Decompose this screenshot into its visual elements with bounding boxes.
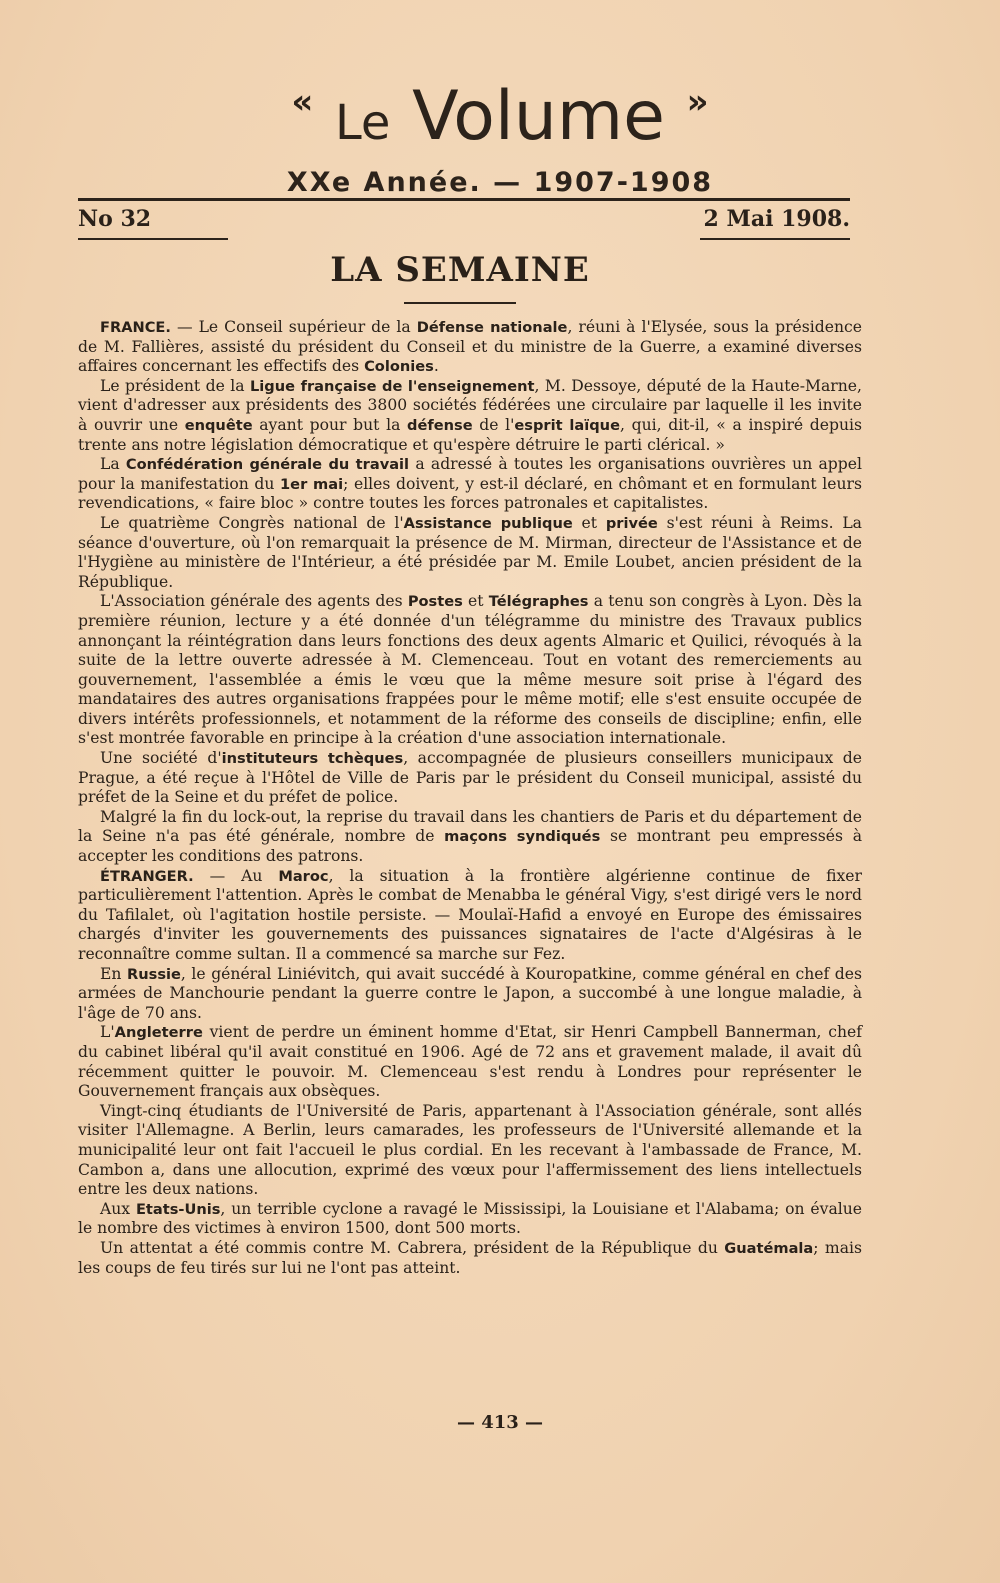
- article-paragraph: [78, 377, 862, 455]
- paragraph-text: , la situation à la frontière algérienne continue de fixer particulièrement l'attention. Après le combat de Menabba le général Vigy, s'est dirigé vers le nord du Tafilalet, où l'agitation hostile persiste. — Moulaï-Hafid a envoyé en Europe des émissaires chargés d'inviter les gouvernements des puissances signataires de l'acte d'Algésiras à le reconnaître comme sultan. Il a commencé sa marche sur Fez.: [78, 866, 862, 963]
- highlighted-term: Etats-Unis: [135, 1200, 221, 1218]
- paragraph-text: En: [100, 964, 127, 983]
- highlighted-term: privée: [605, 514, 658, 532]
- highlighted-term: Télégraphes: [488, 593, 589, 611]
- highlighted-term: maçons syndiqués: [444, 828, 601, 846]
- title-word: Volume: [412, 77, 665, 156]
- paragraph-text: et: [572, 513, 606, 532]
- article-paragraph: [78, 749, 862, 808]
- paragraph-text: , M. Dessoye, député de la Haute-Marne, vient d'adresser aux présidents des 3800 sociétés fédérées une circulaire par laquelle il les invite à ouvrir une: [78, 376, 862, 434]
- highlighted-term: enquête: [184, 416, 253, 434]
- issue-number-rule: [78, 238, 228, 240]
- article-paragraph: [78, 1102, 862, 1200]
- paragraph-text: , qui, dit-il, « a inspiré depuis trente ans notre législation démocratique et qu'espère détruire le parti clérical. »: [78, 415, 862, 454]
- paragraph-text: de l': [472, 415, 515, 434]
- paragraph-text: ; elles doivent, y est-il déclaré, en chômant et en formulant leurs revendications, « faire bloc » contre toutes les forces patronales et capitalistes.: [78, 474, 863, 513]
- paragraph-text: Le président de la: [100, 376, 250, 395]
- issue-number: No 32: [78, 206, 152, 232]
- paragraph-text: , réuni à l'Elysée, sous la présidence de M. Fallières, assisté du président du Conseil et du ministre de la Guerre, a examiné diverses affaires concernant les effectifs des: [78, 318, 862, 376]
- article-paragraph: [78, 455, 862, 514]
- highlighted-term: esprit laïque: [514, 416, 620, 434]
- highlighted-term: 1er mai: [280, 475, 344, 493]
- highlighted-term: ÉTRANGER.: [100, 867, 194, 885]
- paragraph-text: Un attentat a été commis contre M. Cabrera, président de la République du: [100, 1238, 725, 1257]
- highlighted-term: Postes: [407, 593, 463, 611]
- article-paragraph: [78, 965, 862, 1024]
- title-article: Le: [335, 95, 391, 151]
- paragraph-text: a tenu son congrès à Lyon. Dès la première réunion, lecture y a été donnée d'un télégramme du ministre des Travaux publics annonçant la réintégration dans leurs fonctions des deux agents Almaric et Quilici, révoqués à la suite de la lettre ouverte adressée à M. Clemenceau. Tout en votant des remerciements au gouvernement, l'assemblée a émis le vœu que la même mesure soit prise à l'égard des mandataires des autres organisations frappées pour le même motif; elle s'est ensuite occupée de divers intérêts professionnels, et notamment de la réforme des conseils de discipline; enfin, elle s'est montrée favorable en principe à la création d'une association internationale.: [78, 592, 862, 748]
- paragraph-text: Une société d': [100, 749, 222, 768]
- paragraph-text: ayant pour but la: [252, 415, 408, 434]
- paragraph-text: — Le Conseil supérieur de la: [170, 318, 417, 336]
- paragraph-text: se montrant peu empressés à accepter les conditions des patrons.: [78, 827, 862, 866]
- highlighted-term: Assistance publique: [403, 514, 573, 532]
- paragraph-text: s'est réuni à Reims. La séance d'ouverture, où l'on remarquait la présence de M. Mirman, directeur de l'Assistance et de l'Hygiène au ministère de l'Intérieur, a été présidée par M. Emile Loubet, ancien président de la République.: [78, 513, 862, 591]
- paragraph-text: ; mais les coups de feu tirés sur lui ne l'ont pas atteint.: [78, 1238, 862, 1277]
- journal-title: [0, 62, 1000, 163]
- issue-date-rule: [700, 238, 850, 240]
- article-paragraph: [78, 867, 862, 965]
- highlighted-term: Guatémala: [724, 1239, 814, 1257]
- open-quote: «: [291, 82, 314, 122]
- paragraph-text: et: [462, 592, 489, 611]
- paragraph-text: Malgré la fin du lock-out, la reprise du travail dans les chantiers de Paris et du département de la Seine n'a pas été générale, nombre de: [78, 807, 862, 846]
- paragraph-text: — Au: [193, 866, 279, 885]
- section-title: LA SEMAINE: [330, 250, 590, 290]
- paragraph-text: L': [100, 1023, 115, 1042]
- paragraph-text: a adressé à toutes les organisations ouvrières un appel pour la manifestation du: [78, 455, 862, 493]
- masthead: [0, 62, 1000, 198]
- paragraph-text: , accompagnée de plusieurs conseillers municipaux de Prague, a été reçue à l'Hôtel de Ville de Paris par le président du Conseil municipal, assisté du préfet de la Seine et du préfet de police.: [78, 749, 862, 807]
- paragraph-text: La: [100, 455, 126, 474]
- journal-subtitle: XXe Année. — 1907-1908: [286, 167, 714, 198]
- highlighted-term: instituteurs tchèques: [221, 750, 404, 768]
- paragraph-text: vient de perdre un éminent homme d'Etat, sir Henri Campbell Bannerman, chef du cabinet libéral qu'il avait constitué en 1906. Agé de 72 ans et gravement malade, il avait dû récemment quitter le pouvoir. M. Clemenceau s'est rendu à Londres pour représenter le Gouvernement français aux obsèques.: [78, 1023, 862, 1101]
- paragraph-text: Le quatrième Congrès national de l': [100, 513, 404, 532]
- highlighted-term: défense: [407, 416, 473, 434]
- article-paragraph: [78, 1023, 862, 1101]
- article-paragraph: [78, 1200, 862, 1239]
- paragraph-text: .: [433, 357, 439, 376]
- paragraph-text: , un terrible cyclone a ravagé le Mississipi, la Louisiane et l'Alabama; on évalue le nombre des victimes à environ 1500, dont 500 morts.: [78, 1199, 862, 1238]
- section-title-rule: [404, 302, 516, 304]
- highlighted-term: Confédération générale du travail: [125, 456, 410, 474]
- paragraph-text: , le général Liniévitch, qui avait succédé à Kouropatkine, comme général en chef des armées de Manchourie pendant la guerre contre le Japon, a succombé à une longue maladie, à l'âge de 70 ans.: [78, 964, 863, 1022]
- article-paragraph: [78, 592, 862, 749]
- highlighted-term: Angleterre: [114, 1024, 203, 1042]
- header-rule: [78, 198, 850, 201]
- highlighted-term: FRANCE.: [100, 319, 171, 336]
- article-body: [78, 318, 862, 1278]
- highlighted-term: Russie: [127, 965, 181, 983]
- paragraph-text: Aux: [100, 1199, 136, 1218]
- article-paragraph: [78, 318, 862, 377]
- paragraph-text: Vingt-cinq étudiants de l'Université de Paris, appartenant à l'Association générale, sont allés visiter l'Allemagne. A Berlin, leurs camarades, les professeurs de l'Université allemande et la municipalité leur ont fait l'accueil le plus cordial. En les recevant à l'ambassade de France, M. Cambon a, dans une allocution, exprimé des vœux pour l'affermissement des liens intellectuels entre les deux nations.: [78, 1101, 862, 1199]
- paragraph-text: L'Association générale des agents des: [100, 592, 408, 611]
- article-paragraph: [78, 808, 862, 867]
- highlighted-term: Colonies: [364, 358, 434, 376]
- highlighted-term: Maroc: [278, 867, 329, 885]
- highlighted-term: Défense nationale: [416, 319, 568, 336]
- highlighted-term: Ligue française de l'enseignement: [250, 377, 535, 395]
- close-quote: »: [686, 82, 709, 122]
- article-paragraph: [78, 514, 862, 592]
- article-paragraph: [78, 1239, 862, 1278]
- page-number: — 413 —: [456, 1412, 544, 1433]
- issue-date: 2 Mai 1908.: [703, 206, 850, 232]
